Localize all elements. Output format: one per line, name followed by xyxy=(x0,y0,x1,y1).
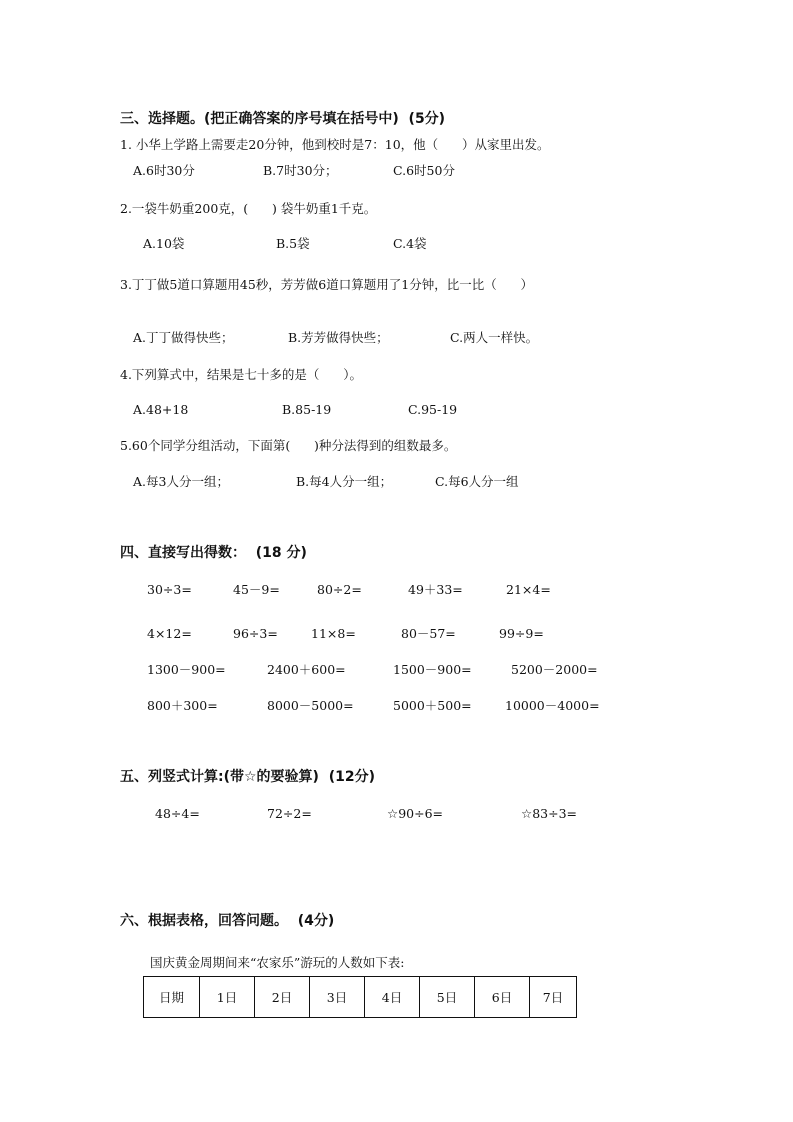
q4-option-b: B.85-19 xyxy=(282,402,332,417)
table-row xyxy=(144,977,577,1018)
table-cell: 3日 xyxy=(310,977,365,1018)
calc-item: 30÷3= xyxy=(147,582,192,597)
calc-item: 80－57= xyxy=(401,626,456,641)
q3-option-c: C.两人一样快。 xyxy=(450,330,539,345)
calc-item: 5200－2000= xyxy=(511,662,598,677)
calc-item: 49＋33= xyxy=(408,582,463,597)
q1-option-a: A.6时30分 xyxy=(133,163,195,178)
calc-item: 5000＋500= xyxy=(393,698,472,713)
q1-option-b: B.7时30分； xyxy=(263,163,338,178)
q3-text: 3.丁丁做5道口算题用45秒，芳芳做6道口算题用了1分钟，比一比（ ） xyxy=(120,277,534,292)
visitor-table xyxy=(143,976,577,1018)
vertical-calc-item: 72÷2= xyxy=(267,806,312,821)
calc-item: 8000－5000= xyxy=(267,698,354,713)
q5-text: 5.60个同学分组活动，下面第( )种分法得到的组数最多。 xyxy=(120,438,457,453)
calc-item: 4×12= xyxy=(147,626,192,641)
q3-option-a: A.丁丁做得快些； xyxy=(133,330,234,345)
q4-option-a: A.48+18 xyxy=(133,402,189,417)
table-cell: 2日 xyxy=(255,977,310,1018)
section6-heading: 六、根据表格，回答问题。 (4分) xyxy=(120,913,335,929)
q1-text: 1. 小华上学路上需要走20分钟，他到校时是7：10，他（ ）从家里出发。 xyxy=(120,137,550,152)
q2-option-b: B.5袋 xyxy=(276,236,310,251)
table-cell: 5日 xyxy=(420,977,475,1018)
calc-item: 10000－4000= xyxy=(505,698,600,713)
vertical-calc-item: ☆83÷3= xyxy=(521,806,578,821)
q2-option-a: A.10袋 xyxy=(143,236,185,251)
calc-item: 99÷9= xyxy=(499,626,544,641)
vertical-calc-item: ☆90÷6= xyxy=(387,806,444,821)
table-cell: 7日 xyxy=(530,977,577,1018)
table-cell: 4日 xyxy=(365,977,420,1018)
table-cell: 1日 xyxy=(200,977,255,1018)
calc-item: 21×4= xyxy=(506,582,551,597)
calc-item: 1300－900= xyxy=(147,662,226,677)
section4-heading: 四、直接写出得数： (18 分) xyxy=(120,545,307,561)
section3-heading: 三、选择题。(把正确答案的序号填在括号中) (5分) xyxy=(120,111,446,127)
calc-item: 80÷2= xyxy=(317,582,362,597)
vertical-calc-item: 48÷4= xyxy=(155,806,200,821)
q2-text: 2.一袋牛奶重200克，( ) 袋牛奶重1千克。 xyxy=(120,201,377,216)
calc-item: 800＋300= xyxy=(147,698,218,713)
q4-text: 4.下列算式中，结果是七十多的是（ ）。 xyxy=(120,367,363,382)
calc-item: 11×8= xyxy=(311,626,356,641)
calc-item: 96÷3= xyxy=(233,626,278,641)
q4-option-c: C.95-19 xyxy=(408,402,458,417)
table-cell-date-label: 日期 xyxy=(144,977,200,1018)
q5-option-a: A.每3人分一组； xyxy=(133,474,229,489)
calc-item: 1500－900= xyxy=(393,662,472,677)
q5-option-c: C.每6人分一组 xyxy=(435,474,519,489)
calc-item: 45－9= xyxy=(233,582,280,597)
q3-option-b: B.芳芳做得快些； xyxy=(288,330,389,345)
q5-option-b: B.每4人分一组； xyxy=(296,474,393,489)
table-cell: 6日 xyxy=(475,977,530,1018)
q2-option-c: C.4袋 xyxy=(393,236,427,251)
section5-heading: 五、列竖式计算:(带☆的要验算) (12分) xyxy=(120,769,375,785)
q1-option-c: C.6时50分 xyxy=(393,163,455,178)
table-intro: 国庆黄金周期间来“农家乐”游玩的人数如下表: xyxy=(150,955,405,970)
calc-item: 2400＋600= xyxy=(267,662,346,677)
